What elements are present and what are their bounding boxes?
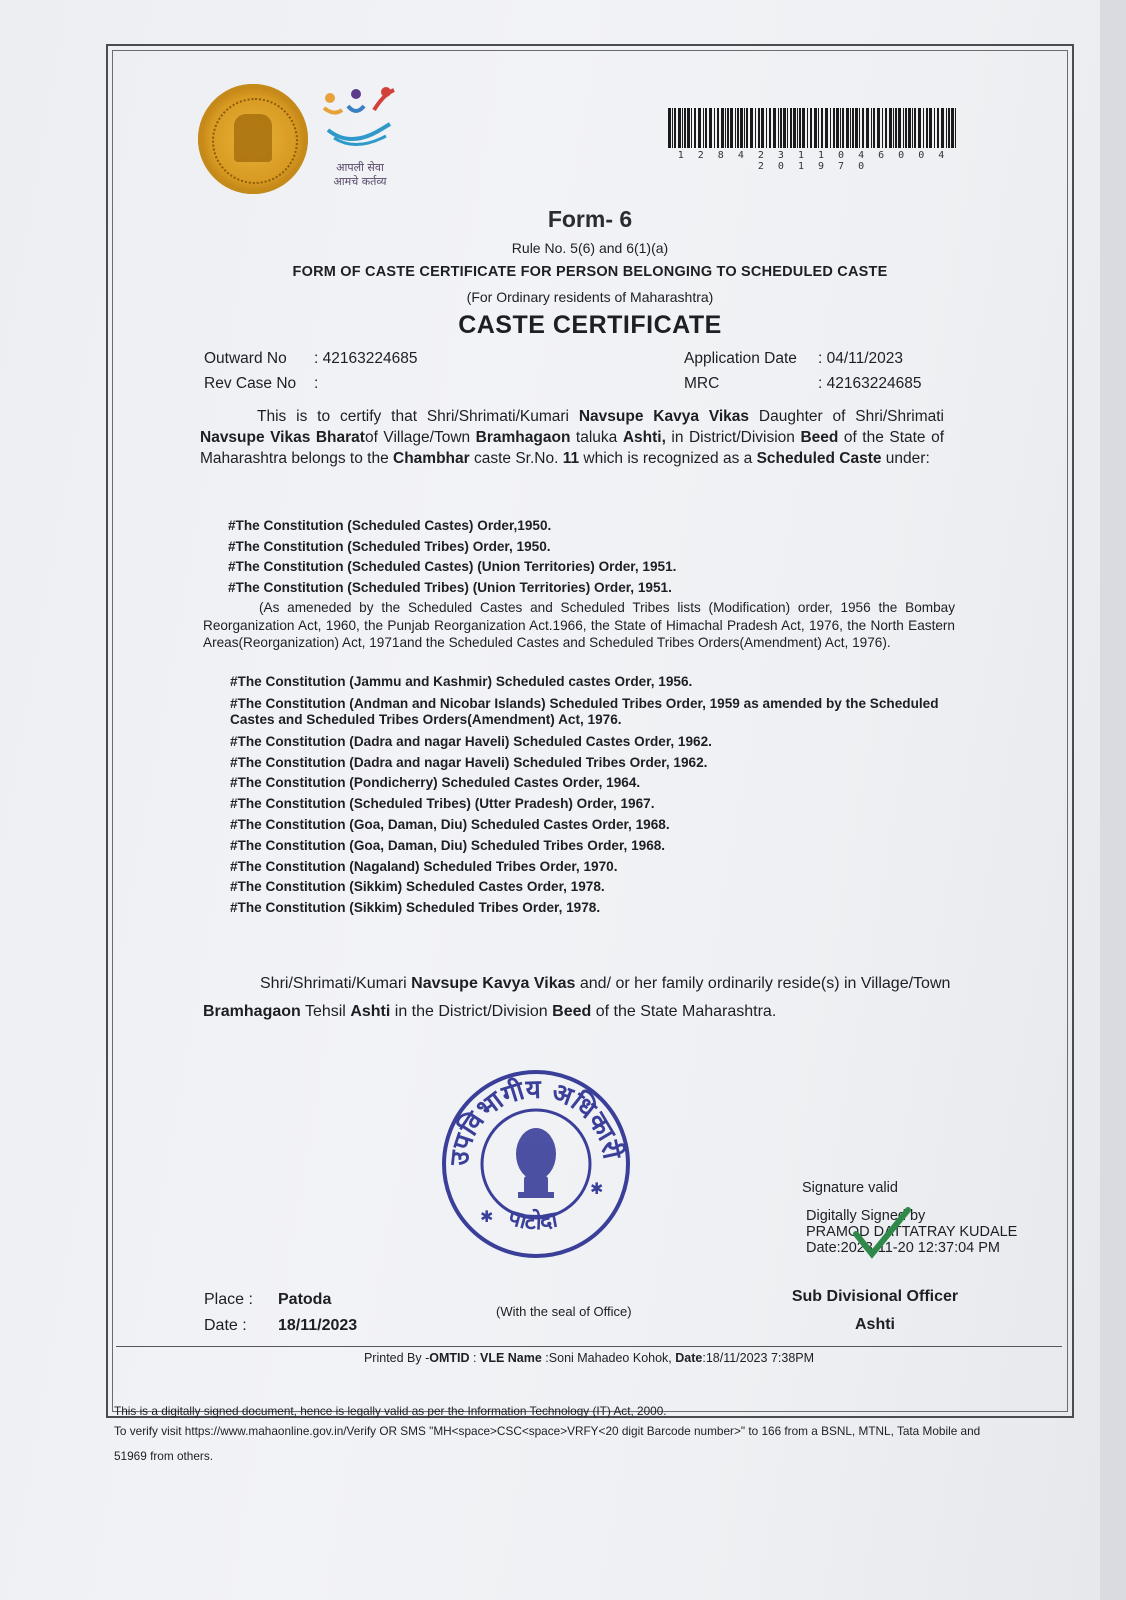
list-item: #The Constitution (Goa, Daman, Diu) Scheduled Castes Order, 1968. <box>230 816 670 832</box>
applicant-name: Navsupe Kavya Vikas <box>578 408 750 425</box>
officer-title: Sub Divisional Officer <box>791 1288 959 1305</box>
maharashtra-seal-icon <box>198 84 308 194</box>
svg-text:✱: ✱ <box>590 1181 604 1198</box>
seal-note: (With the seal of Office) <box>496 1304 632 1319</box>
list-item: #The Constitution (Scheduled Tribes) Order, 1950. <box>228 538 551 554</box>
outward-no-value: : 42163224685 <box>314 350 418 367</box>
list-item: #The Constitution (Scheduled Castes) Order,1950. <box>228 518 552 533</box>
form-heading: FORM OF CASTE CERTIFICATE FOR PERSON BELONGING TO SCHEDULED CASTE <box>292 264 888 280</box>
orders-list-b <box>230 672 970 919</box>
divider <box>116 1346 1062 1347</box>
place-label: Place : <box>204 1291 253 1308</box>
certificate-title: CASTE CERTIFICATE <box>458 311 722 339</box>
mrc-label: MRC <box>684 375 720 392</box>
legal-note-2: To verify visit https://www.mahaonline.gov.in/Verify OR SMS "MH<space>CSC<space>VRFY<20 digit Barcode number>" to 166 from a BSNL, MTNL, Tata Mobile and <box>114 1424 981 1438</box>
page-edge <box>1100 0 1126 1600</box>
printed-by: Printed By -OMTID : VLE Name :Soni Mahadeo Kohok, Date:18/11/2023 7:38PM <box>363 1351 815 1365</box>
list-item: #The Constitution (Jammu and Kashmir) Scheduled castes Order, 1956. <box>230 674 693 689</box>
svg-text:पाटोदा: पाटोदा <box>505 1205 560 1236</box>
list-item: #The Constitution (Pondicherry) Scheduled Castes Order, 1964. <box>230 775 641 791</box>
caste-name: Chambhar <box>393 450 470 467</box>
list-item: #The Constitution (Sikkim) Scheduled Castes Order, 1978. <box>230 879 605 895</box>
residents-note: (For Ordinary residents of Maharashtra) <box>466 289 714 305</box>
date-value: 18/11/2023 <box>278 1317 358 1334</box>
office-stamp-icon <box>440 1066 632 1262</box>
svg-text:✱: ✱ <box>480 1209 494 1226</box>
barcode-number: 1 2 8 4 2 3 1 1 0 4 6 0 0 4 2 0 1 9 7 0 <box>677 150 949 172</box>
application-date-label: Application Date <box>684 350 797 367</box>
legal-note-1: This is a digitally signed document, hence is legally valid as per the Information Technology (IT) Act, 2000. <box>114 1404 667 1418</box>
signer-name: PRAMOD DATTATRAY KUDALE <box>806 1224 1018 1240</box>
logo-caption-line1: आपली सेवा <box>336 161 384 174</box>
application-date-value: : 04/11/2023 <box>818 350 904 367</box>
svg-text:उपविभागीय अधिकारी: उपविभागीय अधिकारी <box>444 1074 627 1167</box>
legal-note-3: 51969 from others. <box>114 1449 214 1463</box>
list-item: #The Constitution (Scheduled Tribes) (Union Territories) Order, 1951. <box>228 579 672 595</box>
list-item: #The Constitution (Andman and Nicobar Islands) Scheduled Tribes Order, 1959 as amended by the Scheduled Castes and Scheduled Tribes Orders(Amendment) Act, 1976. <box>230 695 939 728</box>
aaple-sarkar-logo <box>320 86 400 196</box>
residence-paragraph: Shri/Shrimati/Kumari Navsupe Kavya Vikas and/ or her family ordinarily reside(s) in Village/Town Bramhagaon Tehsil Ashti in the District/Division Beed of the State Maharashtra. <box>203 975 951 1020</box>
category-name: Scheduled Caste <box>756 450 882 467</box>
signature-line1: Digitally Signed by <box>806 1208 926 1224</box>
list-item: #The Constitution (Scheduled Castes) (Union Territories) Order, 1951. <box>228 559 677 574</box>
logo-caption-line2: आमचे कर्तव्य <box>333 175 387 188</box>
list-item: #The Constitution (Goa, Daman, Diu) Scheduled Tribes Order, 1968. <box>230 837 666 853</box>
rev-case-value: : <box>314 375 319 392</box>
district-name: Beed <box>800 429 839 446</box>
rule-number: Rule No. 5(6) and 6(1)(a) <box>511 240 669 256</box>
place-value: Patoda <box>278 1291 332 1308</box>
list-item: #The Constitution (Scheduled Tribes) (Utter Pradesh) Order, 1967. <box>230 796 655 812</box>
amendment-note: (As ameneded by the Scheduled Castes and Scheduled Tribes lists (Modification) order, 1956 the Bombay Reorganization Act, 1960, the Punjab Reorganization Act.1966, the State of Himachal Pradesh Act, 1976, the North Eastern Areas(Reorganization) Act, 1971and the Scheduled Castes and Scheduled Tribes Orders(Amendment) Act, 1976). <box>203 600 955 650</box>
list-item: #The Constitution (Dadra and nagar Haveli) Scheduled Castes Order, 1962. <box>230 733 712 749</box>
signature-date: Date:2023-11-20 12:37:04 PM <box>806 1240 1001 1256</box>
certify-paragraph: This is to certify that Shri/Shrimati/Kumari Navsupe Kavya Vikas Daughter of Shri/Shrimati Navsupe Vikas Bharatof Village/Town Bramhagaon taluka Ashti, in District/Division Beed of the State of Maharashtra belongs to the Chambhar caste Sr.No. 11 which is recognized as a Scheduled Caste under: <box>200 408 945 467</box>
parent-name: Navsupe Vikas Bharat <box>200 429 365 446</box>
mrc-value: : 42163224685 <box>818 375 922 392</box>
list-item: #The Constitution (Dadra and nagar Haveli) Scheduled Tribes Order, 1962. <box>230 754 708 770</box>
list-item: #The Constitution (Nagaland) Scheduled Tribes Order, 1970. <box>230 858 618 874</box>
date-label: Date : <box>204 1317 247 1334</box>
outward-no-label: Outward No <box>204 350 287 367</box>
list-item: #The Constitution (Sikkim) Scheduled Tribes Order, 1978. <box>230 900 601 916</box>
orders-list-a <box>228 516 968 598</box>
serial-number: 11 <box>562 450 580 467</box>
rev-case-label: Rev Case No <box>204 375 297 392</box>
village-name: Bramhagaon <box>475 429 571 446</box>
signature-valid: Signature valid <box>802 1180 898 1196</box>
checkmark-icon <box>852 1204 912 1264</box>
officer-place: Ashti <box>855 1316 895 1333</box>
form-title: Form- 6 <box>547 206 633 232</box>
barcode-icon <box>668 108 958 148</box>
taluka-name: Ashti, <box>622 429 666 446</box>
